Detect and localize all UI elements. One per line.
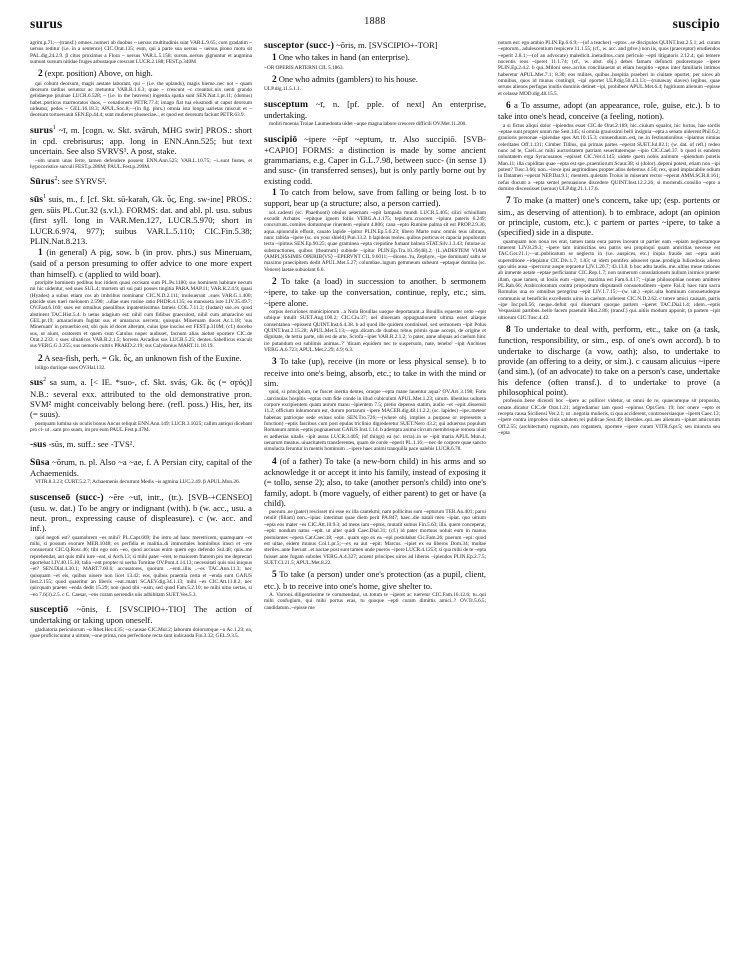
headword-superscript: 1 [43, 193, 47, 200]
sense-text: a To assume, adopt (an appearance, role, guise, etc.). b to take into one's head, conceive (a feeling, notion). [498, 100, 720, 122]
headword-gloss: ~ōnis, f. [SVSCIPIO+-TIO] The action of undertaking or taking upon oneself. [30, 604, 252, 626]
sense-paragraph [30, 247, 252, 279]
sense-paragraph [264, 569, 486, 591]
headword-gloss: -sūs, m. suff.: see -TVS². [48, 439, 135, 450]
column-container [30, 40, 720, 955]
citation-block: lolligo duriique sues OV.Hal.132. [35, 365, 106, 372]
sense-text: One who admits (gamblers) to his house. [278, 73, 418, 84]
headword-text: surus [30, 124, 53, 136]
sense-number: 6 [506, 101, 511, 112]
column-1 [30, 40, 252, 955]
sense-number: 4 [272, 456, 277, 467]
citation-block: agrim.p.71;—(transf.) omnes..numeri ab duobus ~ uersus multitudinis sunt VAR.L.9.65; cum gradatim ~ uersus reditur (i.e. in a sentence) CIC.Orat.135; eum, qui a parte sua uersus ~ uersus prono motu sit PAL.dig.24.2.9. β citus proximus a Flora ~ uersus VAR.L.5.158; sursus..uersus gignuntur et augmina sumunt sursum nitidae fruges arbustaque crescunt LUCR.2.188; FEST.p.340M [30, 40, 252, 66]
sense-paragraph [498, 195, 720, 237]
citation-block: qui cohunt deorsum, magis aestate laborant, qui ~ (i.e. the uplands), magis hieme..nec not ~ quam deorsum tardius seruntur ac metuntur VAR.R.1.6.3; quae ~ crescunt ~c creantur..nix uenti grando gelidaeque pruinae LUCR.6.528; ~ (i.e. in the heavens) ingentia spatia sunt SEN.Nat.1.pr.11; (domus) habet..porticus marmoratos duos, ~ cenationem PETR.77.4; imago fiat tua eiusmodi ut caput deorsum uideatur, pedes ~ GEL.16.18.3; APUL.Soc.8;—(in fig. phrs.) omnia ista longa uarietas miscuit et ~ deorsum tortuersauit SEN.Ep.44.4; sunt mulieres plusseciae.., et quod est deorsum faciunt PETR.63.9. [30, 80, 252, 119]
sense-number: 2 [272, 277, 277, 288]
sense-paragraph [498, 100, 720, 122]
headword-text: Sūsa [30, 456, 50, 468]
sense-paragraph [264, 456, 486, 508]
sense-paragraph [264, 276, 486, 308]
citation-block: quamquam non noua res erat, tamen tanta eura patres inceant ut partier eam ~epiam neglectamque timerent LIV.8.29.3; ~ipere tam inimicitias seu patris seu propinqui quam amicitias necesse est TAC.Ger.21.1;—ut..publicatum se neglecto in (i.e. auspices, etc.) inipia fraude aut ~epta auiti superstitione ~idepiatur CIC.Div.1.7; 1.83; ut idem pontifex adsoeret quae..prodigia Iulicedosis alieno quo uitis ausa ~ipercurur auspe repraetur LIV.1.20.7; 43.13.8. b hoc adtu laudis..me..ultius meae rationes ab inmente aetate ~eptae perficiantur CIC.Rep.1.7; non numerum consulationem nullum inimice praeter illam, quae tamen, ut Iosiis eum ~ipere, maxima est Fam.6.4.17; ~ipiae philosophiae nomen amittere PL.Rab.66; Arabicoloratum contra propositum disputandi consuetudinem ~ipere Fal.4; haec tum sacra Romulus una ex omnibus peregrina ~epit LIV.1.7.15;—(w. uit.) ~epit..uita hominum consuetudoque communis ut beneficiis excellentis uiros in caelum..tollerent CIC.N.D.2.62. c tutere amici causam, partis ~ipe Inc.poll.56; neque..defuit qui diuersam quoque partem ~iperet TAC.Dial.1.4; idem..~eptis Vespasiani partibus..bello facem praetulit Hist.2.86; (transf.) qui..uitiis modum apponit, (a partem ~ipit ultiorum CIC.Tusc.4.42. [498, 238, 720, 321]
entry-headword [30, 439, 252, 450]
citation-block: VITR.8.3.23; CURT.5.2.7; Achaemenis decurrant Medis ~is agmina LUC.2.49. β APUL.Mun.26. [35, 479, 240, 486]
headword-text: -sus [30, 439, 47, 451]
entry-headword [264, 40, 486, 51]
headword-text: Sūrus [30, 176, 55, 188]
citation-block: puerum..ne (pater) rescisset mi esse ex illa cautekmi; nam pollicitus sum ~epturum TER.An.401; parui retulit (filiam) non..~ipias: interimat quae diem perit PA.847; haec..die natali meo ~ipiat. quo uitium ~epta eos mater ~es CIC.Att.10.9.3; ad meos iam ~eptos, mutatit sumus Fin.5.63; illa. quem conceperat, ~epit: nondum natus ~epit. ut alter quidi Caec.Dial.31; (cf.) id pater mortuus uoluit eum in manus postulantes ~epera Cat.Caec.18; ~ept.. quam ego ex ea ~epi postulabat Cic.Fam.26; puerum ~epi: quod est uitae, eidem munus Col.1.pr.5;—ex ea aut ~epit: Marcus. ~ipiet ex ea liberos Dom.34; multae steriles..ante fuerunt ..et nactae post sunt tamen unde pueros ~ipere LUCR.4.1253; si qua mihi de te ~epta fuisset ante fugam suboles VERG.A.4.327; acuent principes uiros ad liberos ~ipiendos PLIN.Ep.2.7.5; SUET.Cl.21.5; APUL.Met.8.22. [264, 509, 486, 566]
headword-text: sūs [30, 193, 44, 205]
headword-gloss: ~ī, m. [cogn. w. Skt. svāruh, MHG swir] PROS.: short in cpd. crebrisurus; app. long in ENN.Ann.525; but text uncertain. See also SVRVS¹. A post, stake. [30, 124, 252, 157]
headword-gloss: ~ēre ~uī, intr., (tr.). [SVB-+CENSEO] (usu. w. dat.) To be angry or indignant (with). b (w. acc., usu. a neut. pron., expressing cause of displeasure). c (w. acc. and inf.). [30, 491, 252, 534]
sense-paragraph [264, 356, 486, 388]
citation-block: quid, si principium, ne fuscet inertia dentes, oraque ~epta mane lauentur aqua? OV.Ars 3.198; Fotis ..sarcinulas hospitis ~eptas cum fide conde in illud cubiculum APUL.Met.1.23; uirum. libentius uulnera corpore excipientem quam aurum manu ~ipientem 7.5; pretio depenso statim, audio ~et ~epit..dissensit 11.2; officium inhumorum est, durum portarum ~ipere MACER.dig.48.11.2.2; (sc. lapides) ~ipe..meteor habenas patrioque sede exlsus solio SEN.Tro.726;—(where obj. implies a purpose or represents a function) ~eptis fascibus cum post epulas triclinio digrederetur SUET.Nero 43.2; qui aduersus populum Romanum armis ~eptis pugnauerunt GAIUS Inst.1.14. b adempta anima circum membrisque remota uiuit et aetherias uitalis ~ipit auras LUCR.3.405; (of things) ea (sc. terra)..in se ~ipit maria APUL.Mun.4; uenarum meatus..uiuacitatem transferentes, quam de corde ~eperit PL.1.16;—nec de corpore quae sancto simulacra feruntur in mentis hominum ..~ipere haec animi tranquilla pace ualebis LUCR.6.78. [264, 389, 486, 453]
sense-text: To take (a person) under one's protection (as a pupil, client, etc.). b to receive into one's home, give shelter to. [264, 569, 486, 591]
headword-gloss: ~ī, n. [pf. pple. of next] An enterprise, undertaking. [264, 98, 486, 120]
headword-gloss: suis, m., f. [cf. Skt. sū-karah, Gk. ὗς, Eng. sw-ine] PROS.: gen. sūis PL.Cur.32 (s.v.l.). FORMS: dat. and abl. pl. usu. subus (first syll. long in VAR.Men.127, LUCR.5.970; short in LUCR.6.974, 977); suibus VAR.L.5.110; CIC.Fin.5.38; PLIN.Nat.8.213. [30, 193, 252, 246]
entry-headword [30, 125, 252, 157]
sense-text: One who takes in hand (an enterprise). [278, 52, 410, 63]
sense-paragraph [264, 52, 486, 63]
sense-paragraph [30, 68, 252, 79]
citation-block: A. Varroni..diligentissime te commendaui, ut..totum te ~iperet ac tueretur CIC.Fam.16.12.6; tu..qui mihi confugium, qui mihi portus eras, tu quoque ~epti curam dimittis amici..? OV.Tr.5.6.5; candidatum..~episse me [264, 591, 486, 611]
headword-text: sus [30, 377, 44, 389]
sense-number: 8 [506, 325, 511, 336]
running-head [30, 16, 720, 36]
sense-text: To take (a load) in succession to another. b sermonem ~ipere, to take up the conversation, continue, reply, etc.; sim. ~ipere alone. [264, 276, 486, 308]
sense-number: 5 [272, 570, 277, 581]
sense-number: 2 [272, 74, 277, 85]
headword-gloss: : see SYRVS². [57, 176, 107, 187]
sense-number: 3 [272, 357, 277, 368]
sense-number: 7 [506, 196, 511, 207]
citation-block: postquam lumina sis oculis bonus Ancus reliquit ENN.Ann.149; LUCR.3.1025; callim antiqui dicebant pro cl- ut ..sam pro suam, im pro eum PAUL.Fest.p.47M. [30, 420, 252, 433]
citation-block: ~OR OPERIS ARTERNI CIL 5.1863. [264, 64, 344, 71]
citation-block: a si fictus aliqui dolor ~ipiendus esset CIC.de Orat.2.189; hic..ciuium squalor, hic luctus, hae sordis ~eptae sunt propter unum me Sest.145; si omnia grauissimi belli insignia ~epta a senatu uiderent Phil.6.2; grauioris personae ~ipiendae spes Att.10.15.3; conuenduum..est, ne..in festinationibus ~ipiamus nimias celeritates Off.1.131; Cimber Tillius, qui primas partes ~eperat SUET.Jul.82.1; (w. dat. of refl.) redeo nunc ad te, Caeli..ac mihi auctoritatem patriam seueritatemque ~ipio CIC.Cael.37. b quod is eandem uoluntatem erga Syracusanos ~episset CIC.Ver.4.145; uidete quem nobis animum ~ipiendum putetis Man.11; illa cupiditas quae ~epta est spe..praemiorum Scaur.38; si (dolor)..deponi potest, etiam non ~ipi potest? Tusc.3.66; non..~irece ipsi aegritudines propter alios debemus 4.56; rex, quod implacabile odium in Datamen ~eperat NEP.Dat.9.1; mentem..quietam Troius in miseram rector ~eperat AMM.SCR.8.161; nefas ducunt a ~epta semel persuasione discedere QUINT.Inst.12.2.26; si moriendi..consilio ~epto a domino discessisset (seruus) ULP.dig.21.1.17.6. [498, 122, 720, 193]
citation-block: moliri moenia Troiae Laumedonta uidet ~aque magna labore crescere difficili OV.Met.11.200. [269, 121, 467, 128]
citation-block: corpus decuriones municipiorum ..a Nola Bouillas uasque deportarant..a Bouillis equester ordo ~epit urbique intulit SUET.Aug.100.2; CIC.Clu.37; uel diuersam oppugnationem ultima esset aliaque consentanea ~epissent QUINT.Inst.6.4.38. b ad quod ille quidem continissel, sed sermonem ~ipit Polus QUINT.Inst.2.15.28; APUL.Met.5.13;—ego..dicam..de duabus rebus primis quae accepi, de origine et dignitate, de tertia parte, ubi est de arte, Scrofa ~ipiet VAR.R.2.1.2; 'o pater, anne aliquas ad caelum hinc ire putandum est sublimis animas..?' 'dicam equidem nec te suspersum, nate, tenebo' ~ipit Anchises VERG.A.6.723; APUL.Met.2.29; 4.9; 6.3. [264, 308, 486, 353]
headword-gloss: ~ōrum, n. pl. Also ~a ~ae, f. A Persian city, capital of the Achaemenids. [30, 456, 252, 478]
sense-text: (of a father) To take (a new-born child) in his arms and so acknowledge it or accept it into his family, instead of exposing it (= tollo, sense 2); also, to take (another person's child) into one's family, adopt. b (more vaguely, of either parent) to get or have (a child). [264, 455, 486, 508]
headword-text: susceptum [264, 98, 309, 110]
sense-number: 1 [38, 248, 43, 259]
sense-paragraph [264, 74, 486, 85]
entry-headword [30, 604, 252, 626]
citation-block: proripite hominem pedibus huc itidem quasi occisam sum PL.Ps.1180; sus hominem habitare necum mi hic uidentur, sed sues SUL.4; mortem uti sui pati posses tingitia PARA.MAP.11; VAR.R.2.4.9; quasi (Hyades) a subus etiam cos ab imbribus nominatur CIC.N.D.2.111; mulsuerunt ..sues VAR.G.1.400; placide sues tueri melonem 2.590; ..ullae sues rosine ratio PHDR.4.135; ea mansueta iure LIV.35.49.7; OV.Fast.6.169; sues est omnibus paenilibus inpatentissimus fameis COL.7.11.3; (Iudaei) sue..ex quod abstinent TAC.Hist.5.4. b uetus adagium est: nihil cum fidibus graeculost, nihil cum amaracino sui GEL.pr.19; amaracinum fugitat sus et amaracus uercem; quisquis Mineruam docet Ac.1.18; 'sus Mineruam' in prouerbio est, ubi quis id docet alterum, cuius ipse inscius est FEST.p.310M; (cf.) docebo sus, ut aiunt, oratorem et quem cum Catulus nuper audisset, facnum alias aiebat oportere CIC.de Orat.2.233. c sues siluaticos VAR.R.2.1.5; horrens Arcadius sus LUCR.5.25; dentes..Sabellicus exacuit sus VERG.G.3.255; sus nemoris cultrix PRAED.2.19; sus Calydonius MART.11.18.19. [30, 279, 252, 350]
page-number: 1888 [364, 16, 386, 27]
entry-headword [30, 194, 252, 246]
column-2 [264, 40, 486, 955]
sense-number: 1 [272, 188, 277, 198]
sense-number: 1 [272, 53, 277, 64]
sense-text: To undertake to deal with, perform, etc., take on (a task, function, responsibility, or sim., esp. of one's own accord). b to undertake to discharge (a vow, oath); also, to undertake to provide (an offering to a deity, or sim.). c causam alicuius ~ipere (and sim.), (of an advocate) to take on a person's case, undertake his defence (often transf.). d to undertake to prove (a philosophical point). [498, 324, 720, 397]
citation-block: gladiatoria periculorum ~o Rhet.Her.4.35; ~o causae CIC.Mur.2; laborum dolorumque ~o Ac.1.23; ea, quae proficiscuntur a uirtute, ~one prima, non perfectione recta sunt iudicanda Fin.3.32; GEL.9.3.5. [30, 626, 252, 640]
running-head-left: surus [30, 16, 63, 31]
citation-block: ULP.dig.11.5.1.1. [264, 86, 301, 93]
headword-gloss: ~ipere ~ēpī ~eptum, tr. Also succipiō. [SVB-+CAPIO] FORMS: a distinction is made by some ancient grammarians, e.g. Caper in G.L.7.98, between succ- (in sense 1) and susc- (in transferred senses), but is only partly borne out by existing codd. [264, 133, 486, 186]
headword-superscript: 1 [52, 124, 56, 131]
sense-text: To make (a matter) one's concern, take up; (esp. portents or sim., as deserving of attention). b to embrace, adopt (an opinion or principle, custom, etc.). c partem or partes ~ipere, to take a (specified) side in a dispute. [498, 195, 720, 238]
sense-text: (in general) A pig, sow. b (in prov. phrs.) sus Mineruam, (said of a person presuming to offer advice to one more expert than himself). c (applied to wild boar). [30, 247, 252, 279]
running-head-right: suscipio [672, 16, 720, 31]
entry-headword [30, 176, 252, 187]
entry-headword [264, 99, 486, 121]
headword-superscript: 2 [54, 176, 58, 183]
column-3 [498, 40, 720, 955]
entry-headword [30, 492, 252, 534]
headword-text: suscipiō [264, 133, 298, 145]
headword-text: suscenseō (succ-) [30, 491, 104, 503]
sense-paragraph [498, 324, 720, 397]
citation-block: sol..cadenti (sc. Phaethonti) obuius aeternam ~epit lampada mundi LUCR.5.405; silici schiuillam excudit Achates ~epitque ignem foliis VERG.A.1.175; tepidum..cruorem ~ipiunt pateris 6.249; concurrunt..comites domumque rinentem ~epiunt 4.806; cana ~epto Rumine palma sit est PROP.2.9.36; aqua..spiunculis effusit, cauato lapide ~ipitur PLIN.Ep.5.6.23; libero Marte nunc omnis teus uibrans, nunc rabida ~ipere (sc. on your shield) Pun.13.2. b lapideas moles..quibus porticus et capacia populorum tecta ~ipimus SEN.Ep.90.25; quae graminea ~epta crepidine fumant balnea STAT.Silv.1.3.43; futurae ac substructiones, quibus (theatrum) subinde ~ipitur PLIN.Ep.Tra.10.39(48).2; (L.)ADESTEM VIAM ⟨AMPL⟩ISSIMIS OPERIB⟨VS⟩ ~EPERVNT CIL 9.6011;—dicens..'tu, Zephyre, ~ipe dominam' saltu se maximo praecipitem dedit APUL.Met.5.27; columbae..iugum gemmeum subeunt ~eptaque domina (sc. Venere) laetae subuolant 6.6. [264, 209, 486, 273]
entry-headword [30, 457, 252, 479]
headword-gloss: ~ōris, m. [SVSCIPIO+-TOR] [336, 40, 438, 50]
citation-block: notum est: ego ambio PLIN.Ep.6.6.9;—(of a teacher) ~eptos ..se discipulos QUINT.Inst.2.5.1; ad. curam ~eptorum.. adulescentium respicere 11.1.55; (cf., w. acc. and gdve.) non iis, quos (praeceptor) erudiendos ~eperit 2.8.1;—(of an advocate) maledicit..ineraditus..cum periculo ~epti litigatoris 2.12.4; qui temere nocentis reos ~iperet 11.1.74; (cf., w. abst. obj.) debes famam defuncti pudoremque ~ipere PLIN.Ep.2.4.2. b qui..Miloni sese..acrius conciliauerat ut etiam hospitio ~eptus inter familiaris intimos haberetur APUL.Met.7.1; 8.30; eos milites, quibus..hospitia praeberi in ciuitate oportet, per uices ab omnibus, quos id munus contingit, ~ipi oportet ULP.dig.50.4.3.13;—(runaway slaves) legibus, quae seruos alienos perfugas inuitis dominis detinet ~ipi, prohibeor APUL.Met.6.4; fugitiuum alienum ~episse et celasse MOD.dig.48.15.5. [498, 40, 720, 97]
citation-block: quid negoti est? quamobrem ~es mihi? PL.Capt.669; iho intro ad hanc meretricem, quamquam ~et mihi, si possum exorare MER.1048; ex perfidia et malitia..di immortales hominibus irasci et ~ere consuerunt CIC.Q.Rosc.46; tibi ego non ~eo, quod accusas enim quem ego defendo Sul.48; quis..me reprehendat, aut quis mihi iure ~eat, si Arch.13; si mihi pater ~eret, te maiorem fratrem pro me deprecari oportebat LIV.40.15.10; talia ~ent propter ni uerba Tomitae OV.Pont.4.14.13; necessitati quis nisi iniquus ~et? SEN.Dial.4.30.1; MART.7.60.6; accusatores, quorum ..~enti..illis ..~es TAC.Ann.11.3; nec quisquam ~et eis, quibus uiuere non licet 13.42; eos, quibus praemia certa et ~enda sunt GAIUS Inst.2.155; quod quaeritur an liberis ~eat..matri SCAEV.dig.34.1.13; mihi ~es CIC.Att.11.8.2; nec quicquam praeter ~enda dedit 15.29; non quod tibi ~eam, sed quod Fam.5.2.10; ne mihi uitio uertas, si ~eo 7.6(3).2.5. c C. Caesar, ~ens curam uerrendis uiis adhibitam SUET.Ves.5.3. [30, 534, 252, 598]
sense-text: A sea-fish, perh. = Gk. ὗς, an unknown fish of the Euxine. [44, 352, 242, 363]
headword-gloss: sa sum, a. [< IE. *suo-, cf. Skt. svás, Gk. ὅς (= σϝός)] N.B.: several exx. attributed to the old demonstrative pron. SVM² might conceivably belong here. (refl. poss.) His, her, its (= suus). [30, 377, 252, 420]
entry-headword [30, 377, 252, 419]
sense-text: (expr. position) Above, on high. [44, 68, 153, 79]
sense-text: To take (up), receive (in more or less physical sense). b to receive into one's being, absorb, etc.; to take in with the mind or sim. [264, 356, 486, 388]
headword-superscript: 2 [43, 377, 47, 384]
sense-number: 2 [38, 353, 43, 364]
headword-text: susceptiō [30, 604, 69, 616]
citation-block: professio..bene dicendi hoc ~ipere ac pollicer videtur, ut omni de re, quaecumque sit proposita, ornate..dicatur CIC.de Orat.1.21; adgrediamur iam quod ~epimus Opt.Gen. 19; hoc onere ~epto et recepta causa Siciliensi Ver.2.1; ut ..negotia mulieris, si qua acciderent, controuersiasque ~iperet Caec.13; ~ipere contra improbos ciuis salutem rei publicae Sest.49; liberales..qui..aes alienum ~ipiunt amicorum Off.2.55; (architectum) rogatum, non rogantem, oportere ~ipere curam VITR.6.pr.5; seu iniuncta seu ~epta [498, 398, 720, 436]
entry-headword [264, 134, 486, 186]
headword-text: susceptor (succ-) [264, 40, 334, 51]
sense-text: To catch from below, save from falling or being lost. b to support, bear up (a structure; also, a person carried). [264, 187, 486, 209]
sense-paragraph [30, 353, 252, 364]
sense-number: 2 [38, 69, 43, 80]
citation-block: ~um unum unas ferre, tamen defendere possent ENN.Ann.525; VAR.L.10.75; ~i..sunt fustes, et hypocoristice surculi FEST.p.286M; PAUL.Fest.p.299M. [30, 157, 252, 170]
sense-paragraph [264, 187, 486, 209]
